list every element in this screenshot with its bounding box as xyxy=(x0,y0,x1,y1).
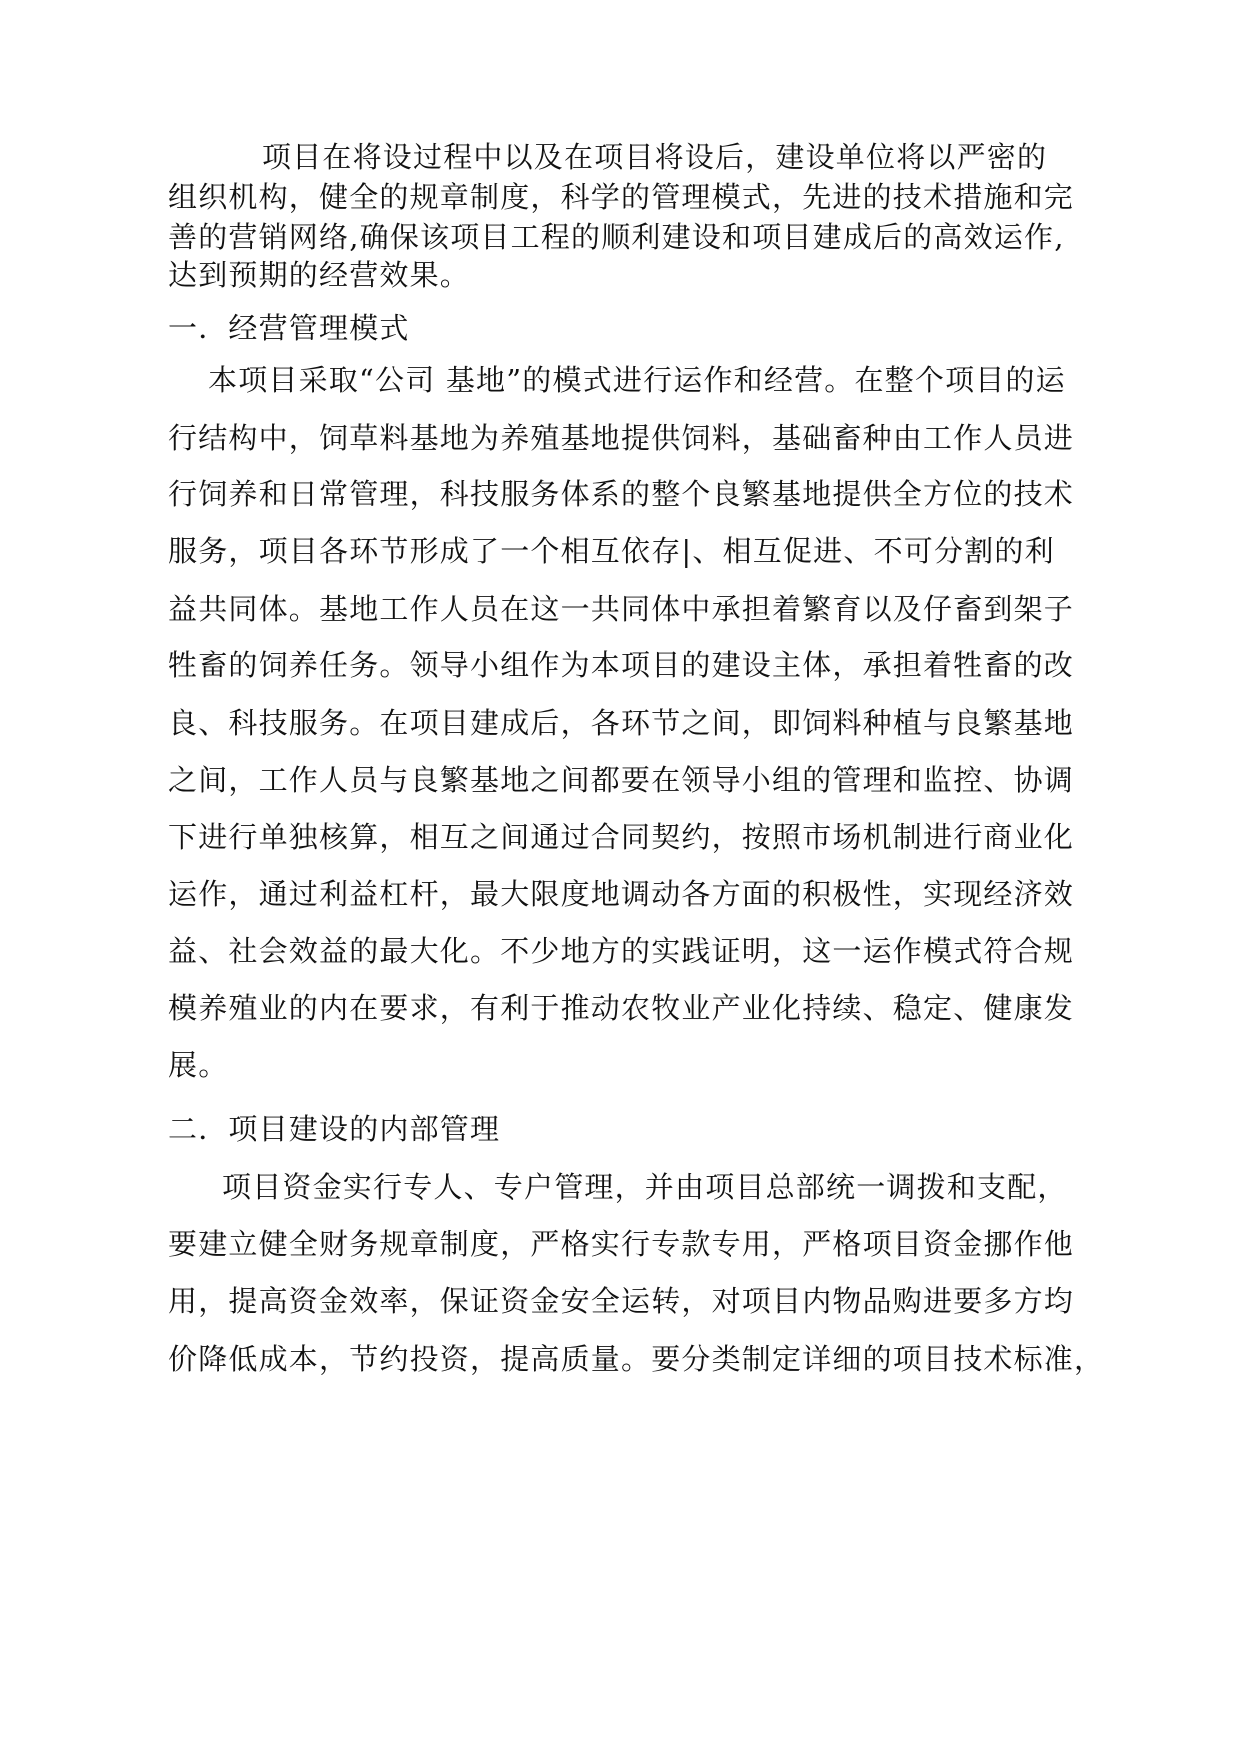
body-line: 用，提高资金效率，保证资金安全运转，对项目内物品购进要多方均 xyxy=(168,1284,1075,1318)
body-line: 服务，项目各环节形成了一个相互依存|、相互促进、不可分割的利 xyxy=(168,534,1055,568)
body-line: 之间，工作人员与良繁基地之间都要在领导小组的管理和监控、协调 xyxy=(168,763,1075,797)
body-line: 运作，通过利益杠杆，最大限度地调动各方面的积极性，实现经济效 xyxy=(168,877,1075,911)
body-line: 项目资金实行专人、专户管理，并由项目总部统一调拨和支配， xyxy=(222,1170,1068,1204)
intro-line: 达到预期的经营效果。 xyxy=(168,258,471,292)
body-line: 行饲养和日常管理，科技服务体系的整个良繁基地提供全方位的技术 xyxy=(168,477,1075,511)
body-line: 要建立健全财务规章制度，严格实行专款专用，严格项目资金挪作他 xyxy=(168,1227,1075,1261)
body-line: 价降低成本，节约投资，提高质量。要分类制定详细的项目技术标准， xyxy=(168,1342,1105,1376)
intro-line: 善的营销网络,确保该项目工程的顺利建设和项目建成后的高效运作, xyxy=(168,220,1065,254)
intro-line: 项目在将设过程中以及在项目将设后，建设单位将以严密的 xyxy=(262,140,1048,174)
body-line: 下进行单独核算，相互之间通过合同契约，按照市场机制进行商业化 xyxy=(168,820,1075,854)
section-heading-2: 二．项目建设的内部管理 xyxy=(168,1112,501,1146)
body-line: 牲畜的饲养任务。领导小组作为本项目的建设主体，承担着牲畜的改 xyxy=(168,648,1075,682)
body-line: 模养殖业的内在要求，有利于推动农牧业产业化持续、稳定、健康发 xyxy=(168,991,1075,1025)
body-line: 良、科技服务。在项目建成后，各环节之间，即饲料种植与良繁基地 xyxy=(168,706,1075,740)
body-line: 益、社会效益的最大化。不少地方的实践证明，这一运作模式符合规 xyxy=(168,934,1075,968)
body-line: 行结构中，饲草料基地为养殖基地提供饲料，基础畜种由工作人员进 xyxy=(168,421,1075,455)
body-line: 益共同体。基地工作人员在这一共同体中承担着繁育以及仔畜到架子 xyxy=(168,592,1075,626)
body-line: 展。 xyxy=(168,1048,229,1082)
body-line: 本项目采取“公司 基地”的模式进行运作和经营。在整个项目的运 xyxy=(208,363,1066,397)
intro-line: 组织机构，健全的规章制度，科学的管理模式，先进的技术措施和完 xyxy=(168,180,1075,214)
section-heading-1: 一．经营管理模式 xyxy=(168,311,410,345)
